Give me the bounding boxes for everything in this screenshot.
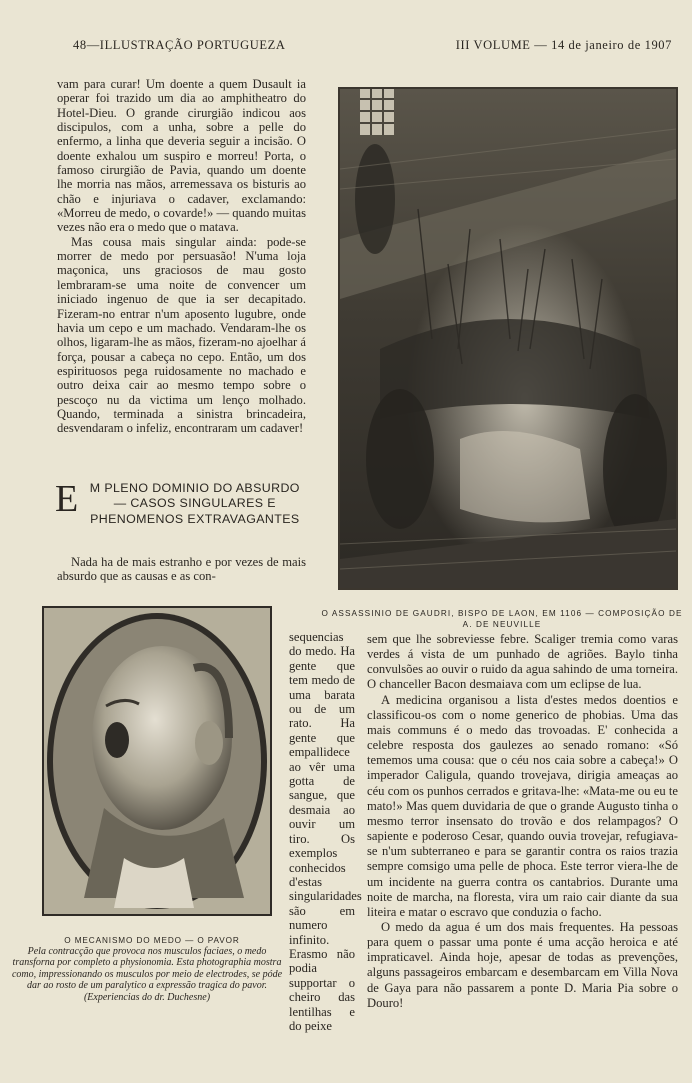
- volume-and-date: III VOLUME — 14 de janeiro de 1907: [455, 38, 672, 52]
- engraving-drawing: [340, 89, 676, 588]
- drop-cap: E: [55, 478, 79, 520]
- left-column-top: [57, 77, 306, 436]
- engraving-caption: O ASSASSINIO DE GAUDRI, BISPO DE LAON, EM 1106 — COMPOSIÇÃO DE A. DE NEUVILLE: [321, 609, 683, 629]
- paragraph: sem que lhe sobreviesse febre. Scaliger tremia como varas verdes á vista de um punhado de agriões. Baylo tinha convulsões ao ouvir o ruido da agua sahindo de uma torneira. O chanceller Bacon desmaiava com um eclipse de lua.: [367, 632, 678, 692]
- portrait-photograph: [42, 606, 272, 916]
- narrow-column: [289, 630, 362, 1033]
- page-header: [0, 38, 692, 56]
- paragraph: Mas cousa mais singular ainda: pode-se morrer de medo por persuasão! N'uma loja maçonica, uns graciosos de mau gosto lembraram-se uma noite de convencer um iniciado ingenuo de que ia ser decapitado. Fizeram-no entrar n'um aposento lugubre, onde havia um cepo e um machado. Vendaram-lhe os olhos, ligaram-lhe as mãos, fizeram-no ajoelhar á força, pousar a cabeça no cepo. Então, um dos espirituosos pega ruidosamente no machado e outro deixa cair ao mesmo tempo sobre o pescoço nu da victima um lenço molhado. Quando, terminada a sinistra brincadeira, desvendaram o infeliz, encontraram um cadaver!: [57, 234, 306, 436]
- right-column: [367, 632, 678, 1011]
- engraving-illustration: [338, 87, 678, 590]
- left-column-bottom: [57, 555, 306, 584]
- photograph-caption-title: O MECANISMO DO MEDO — O PAVOR: [64, 936, 240, 945]
- paragraph: sequencias do medo. Ha gente que tem medo de uma barata ou de um rato. Ha gente que empallidece ao vêr uma gotta de sangue, que desmaia ao ouvir um tiro. Os exemplos conhecidos d'estas singularidades são em numero infinito. Erasmo não podia supportar o cheiro das lentilhas e do peixe: [289, 630, 362, 1033]
- paragraph: vam para curar! Um doente a quem Dusault ia operar foi trazido um dia ao amphitheatro do Hotel-Dieu. O grande cirurgião indicou aos discipulos, com a unha, sobre a pelle do enfermo, a linha que deveria seguir a incisão. O doente exhalou um suspiro e morreu! Porta, o famoso cirurgião de Pavia, quando um doente lhe morria nas mãos, arremessava os bisturis ao chão e injuriava o cadaver, exclamando: «Morreu de medo, o covarde!» — quando muitas vezes não era o medo que o matava.: [57, 77, 307, 235]
- photograph-drawing: [44, 608, 270, 914]
- page-number-and-magazine-title: 48—ILLUSTRAÇÃO PORTUGUEZA: [73, 38, 286, 52]
- section-heading: [55, 478, 307, 527]
- paragraph: O medo da agua é um dos mais frequentes. Ha pessoas para quem o passar uma ponte é uma acção heroica e até impraticavel. Ainda hoje, apesar de todas as prevenções, alguns passageiros embarcam e desembarcam em Villa Nova de Gaya para não passarem a ponte D. Maria Pia sobre o Douro!: [367, 919, 678, 1010]
- section-heading-text: M PLENO DOMINIO DO ABSURDO — CASOS SINGULARES E PHENOMENOS EXTRAVAGANTES: [89, 481, 300, 526]
- paragraph: Nada ha de mais estranho e por vezes de mais absurdo que as causas e as con-: [57, 555, 306, 584]
- paragraph: A medicina organisou a lista d'estes medos doentios e classificou-os com o nome generico de phobias. Uma das mais communs é o medo das trovoadas. E' conhecida a celebre resposta dos gaulezes ao senado romano: «Só tememos uma cousa: que o céu nos caia sobre a cabeça!» O imperador Caligula, quando trovejava, dirigia ameaças ao céu com os punhos cerrados e gritava-lhe: «Mata-me ou eu te mato!» Mas quem duvidaria de que o grande Augusto tinha o mesmo terror insensato do trovão e dos relampagos? O sapiente e poderoso Cesar, quando ouvia trovejar, refugiava-se n'um subterraneo e para se garantir contra os raios trazia sempre comsigo uma pelle de phoca. Este terror viera-lhe de um incidente na guerra contra os cantabrios. Durante uma noite de marcha, na floresta, vira um raio cair diante da sua liteira e matar o escravo que conduzia o facho.: [367, 692, 678, 919]
- photograph-caption-text: Pela contracção que provoca nos musculos faciaes, o medo transforna por completo a physionomia. Esta photographia mostra como, impressionando os musculos por meio de electrodes, se póde dar ao rosto de um paralytico a expressão tragica do pavor. (Experiencias do dr. Duchesne): [11, 946, 283, 1003]
